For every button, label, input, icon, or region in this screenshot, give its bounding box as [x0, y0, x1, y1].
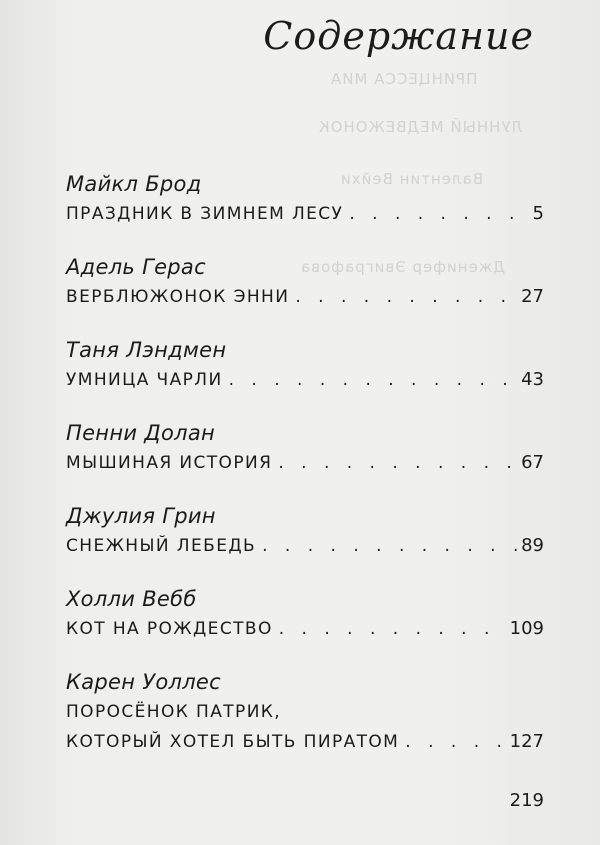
toc-line[interactable] [66, 614, 544, 644]
story-title: КОТОРЫЙ ХОТЕЛ БЫТЬ ПИРАТОМ [66, 732, 400, 752]
dot-leader [278, 448, 517, 478]
story-title: ПОРОСЁНОК ПАТРИК, [66, 702, 282, 722]
dot-leader [295, 282, 517, 312]
toc-entry [66, 418, 544, 478]
toc-entry [66, 252, 544, 312]
folio-page-number: 219 [509, 790, 544, 811]
dot-leader [229, 365, 518, 395]
toc-line[interactable] [66, 727, 544, 757]
story-title: СНЕЖНЫЙ ЛЕБЕДЬ [66, 536, 257, 556]
page-number: 89 [521, 535, 544, 556]
bleed-through-text: Дженифер Эвиграфова [300, 258, 506, 276]
page-title: Содержание [263, 14, 534, 58]
bleed-through-text: ЛУННЫЙ МЕДВЕЖОНОК [318, 118, 523, 136]
author-name: Пенни Долан [66, 421, 216, 445]
toc-entry [66, 169, 544, 229]
toc-entry [66, 335, 544, 395]
page-number: 5 [532, 203, 544, 224]
page-number: 43 [521, 369, 544, 390]
page-number: 109 [509, 618, 544, 639]
dot-leader [405, 727, 505, 757]
dot-leader [349, 199, 528, 229]
dot-leader [262, 531, 517, 561]
author-name: Майкл Брод [66, 172, 202, 196]
toc-line[interactable] [66, 282, 544, 312]
bleed-through-text: ПРИНЦЕССА МИА [330, 70, 478, 88]
page-number: 127 [509, 731, 544, 752]
story-title: ПРАЗДНИК В ЗИМНЕМ ЛЕСУ [66, 204, 344, 224]
author-name: Джулия Грин [66, 504, 216, 528]
toc-line[interactable] [66, 448, 544, 478]
dot-leader [279, 614, 506, 644]
story-title: ВЕРБЛЮЖОНОК ЭННИ [66, 287, 290, 307]
page-number: 67 [521, 452, 544, 473]
toc-line[interactable] [66, 199, 544, 229]
toc-entry [66, 501, 544, 561]
toc-line[interactable] [66, 531, 544, 561]
story-title: МЫШИНАЯ ИСТОРИЯ [66, 453, 273, 473]
page-number: 27 [521, 286, 544, 307]
toc-entry [66, 667, 544, 757]
author-name: Карен Уоллес [66, 670, 221, 694]
toc-entry [66, 584, 544, 644]
story-title: УМНИЦА ЧАРЛИ [66, 370, 223, 390]
story-title: КОТ НА РОЖДЕСТВО [66, 619, 273, 639]
bleed-through-text: Валентин Вейхи [340, 170, 484, 188]
author-name: Холли Вебб [66, 587, 197, 611]
toc-line[interactable] [66, 365, 544, 395]
author-name: Адель Герас [66, 255, 206, 279]
author-name: Таня Лэндмен [66, 338, 227, 362]
toc-line[interactable] [66, 697, 544, 727]
